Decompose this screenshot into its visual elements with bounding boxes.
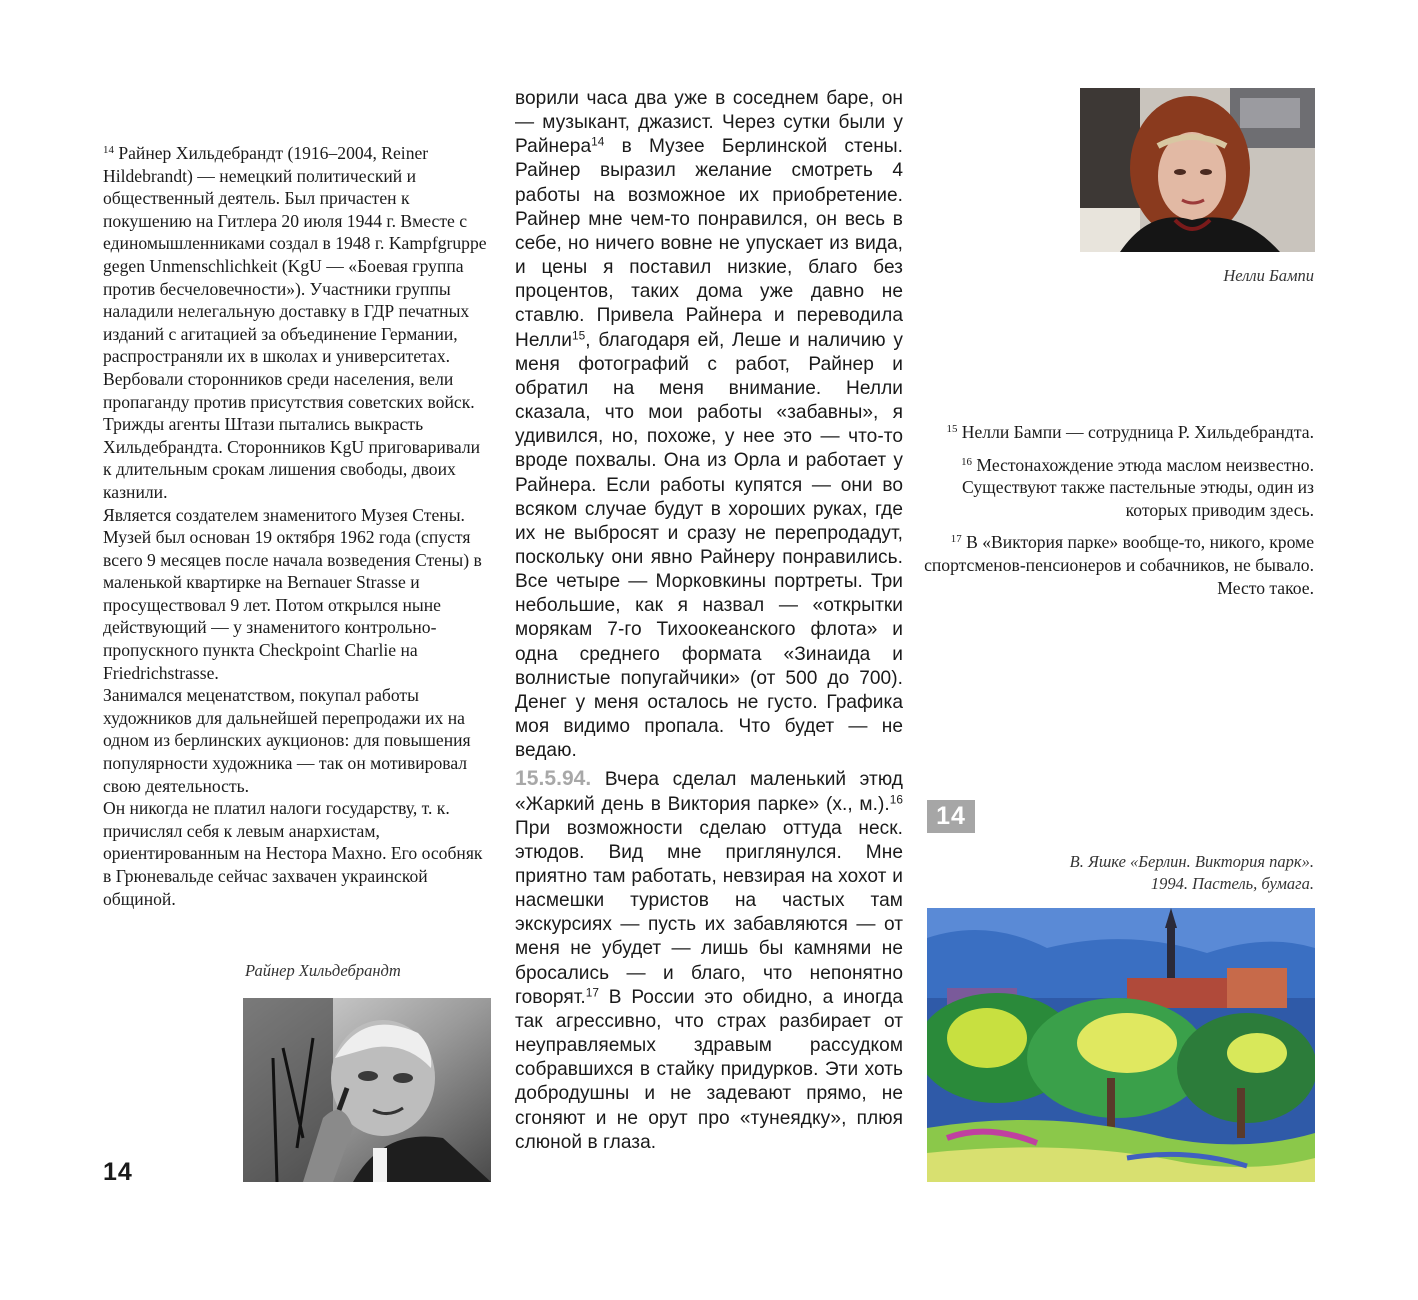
- main-text-a2: в Музее Берлинской стены. Райнер выразил желание смотреть 4 работы на возможное их приобретение. Райнер мне чем-то понравился, он весь в себе, но ничего вовне не упускает из вида, и цены я поставил низкие, благо без процентов, таких дома уже давно не ставлю. Привела Райнера и переводила Нелли: [515, 136, 903, 351]
- footnote-16-text: Местонахождение этюда маслом неизвестно. Существуют также пастельные этюды, один из которых приводим здесь.: [962, 454, 1314, 520]
- footnote-17-text: В «Виктория парке» вообще-то, никого, кроме спортсменов-пенсионеров и собачников, не бывало. Место такое.: [924, 532, 1314, 598]
- footnote-ref-15: 15: [571, 328, 586, 343]
- caption-rainer: Райнер Хильдебрандт: [245, 961, 401, 980]
- footnote-17-marker: 17: [950, 533, 962, 546]
- footnote-16: [922, 454, 1314, 522]
- footnote-15-marker: 15: [946, 423, 958, 435]
- footnote-14-text-1: Райнер Хильдебрандт (1916–2004, Reiner Hildebrandt) — немецкий политический и общественный деятель. Был причастен к покушению на Гитлера 20 июля 1944 г. Вместе с единомышленниками создал в 1948 г. Kampfgruppe gegen Unmenschlichkeit (KgU — «Боевая группа против бесчеловечности»). Участники группы наладили нелегальную доставку в ГДР печатных изданий с агитацией за объединение Германии, распространяли их в школах и университетах. Вербовали сторонников среди населения, вели пропаганду против присутствия советских войск. Трижды агенты Штази пытались выкрасть Хильдебрандта. Сторонников KgU приговаривали к длительным срокам лишения свободы, двоих казнили.: [103, 143, 487, 502]
- footnotes-right: [922, 421, 1314, 609]
- footnote-14: [103, 142, 491, 910]
- footnote-ref-14: 14: [591, 134, 605, 149]
- diary-entry-15-5-94: [515, 767, 903, 1155]
- plate-number-badge: 14: [927, 800, 975, 833]
- main-text-a1: ворили часа два уже в соседнем баре, он — музыкант, джазист. Через сутки были у Райнера: [515, 88, 903, 158]
- main-text-b2: При возможности сделаю оттуда неск. этюдов. Вид мне приглянулся. Мне приятно там работать, невзирая на хохот и насмешки туристов на частых там экскурсиях — пусть их забавляются — от меня не убудет — лишь бы камнями не бросались — и благо, что непонятно говорят.: [515, 817, 903, 1008]
- footnote-14-paragraph-1: [103, 142, 491, 504]
- footnote-17: [922, 531, 1314, 599]
- footnote-14-marker: 14: [103, 144, 114, 156]
- footnote-14-paragraph-3: Занимался меценатством, покупал работы художников для дальнейшей перепродажи их на одном из берлинских аукционов: для повышения популярности художника — так он мотивировал свою деятельность.: [103, 685, 471, 796]
- caption-painting: [930, 851, 1314, 895]
- footnote-ref-16: 16: [889, 792, 903, 807]
- footnote-15: [922, 421, 1314, 444]
- main-text-a3: , благодаря ей, Леше и наличию у меня фотографий с работ, Райнер и обратил на меня внимание. Нелли сказала, что мои работы «забавны», я удивился, но, похоже, у нее это — что-то вроде похвалы. Она из Орла и работает у Райнера. Если работы купятся — они во всяком случае будут в хороших руках, где их не выбросят и сразу не перепродадут, поскольку они явно Райнеру понравились. Все четыре — Морковкины портреты. Три небольшие, как я назвал — «открытки морякам 7-го Тихоокеанского флота» и одна среднего формата «Зинаида и волнистые попугайчики» (от 500 до 700). Денег у меня осталось не густо. Графика моя видимо пропала. Что будет — не ведаю.: [515, 329, 903, 762]
- painting-berlin-victoria-park: [927, 908, 1315, 1182]
- main-paragraph-1: [515, 87, 903, 763]
- photo-rainer-hildebrandt: [243, 998, 491, 1182]
- main-text-b3: В России это обидно, а иногда так агрессивно, что страх разбирает от неуправляемых здравым рассудком собравшихся в стайку придурков. Эти хоть добродушны и не задевают прямо, не сгоняют и не орут про «тунеядку», плюя слюной в глаза.: [515, 986, 903, 1153]
- footnote-14-paragraph-2: Является создателем знаменитого Музея Стены. Музей был основан 19 октября 1962 года (спустя всего 9 месяцев после начала возведения Стены) в маленькой квартирке на Bernauer Strasse и просуществовал 9 лет. Потом открылся ныне действующий — у знаменитого контрольно-пропускного пункта Checkpoint Charlie на Friedrichstrasse.: [103, 504, 482, 683]
- caption-painting-line-1: В. Яшке «Берлин. Виктория парк».: [1069, 852, 1314, 871]
- footnote-14-paragraph-4: Он никогда не платил налоги государству, т. к. причислял себя к левым анархистам, ориентированным на Нестора Махно. Его особняк в Грюневальде сейчас захвачен украинской общиной.: [103, 798, 483, 909]
- caption-nelli: Нелли Бампи: [1223, 266, 1314, 285]
- main-text: [515, 87, 903, 1155]
- entry-date: 15.5.94.: [515, 767, 592, 791]
- footnote-ref-17: 17: [585, 985, 600, 1000]
- caption-painting-line-2: 1994. Пастель, бумага.: [1150, 874, 1314, 893]
- footnote-15-text: Нелли Бампи — сотрудница Р. Хильдебрандта.: [961, 422, 1314, 442]
- main-text-b1: Вчера сделал маленький этюд «Жаркий день в Виктория парке» (х., м.).: [515, 769, 903, 815]
- footnote-16-marker: 16: [961, 455, 972, 468]
- photo-nelli-bampi: [1080, 88, 1315, 252]
- page-number: 14: [103, 1158, 133, 1186]
